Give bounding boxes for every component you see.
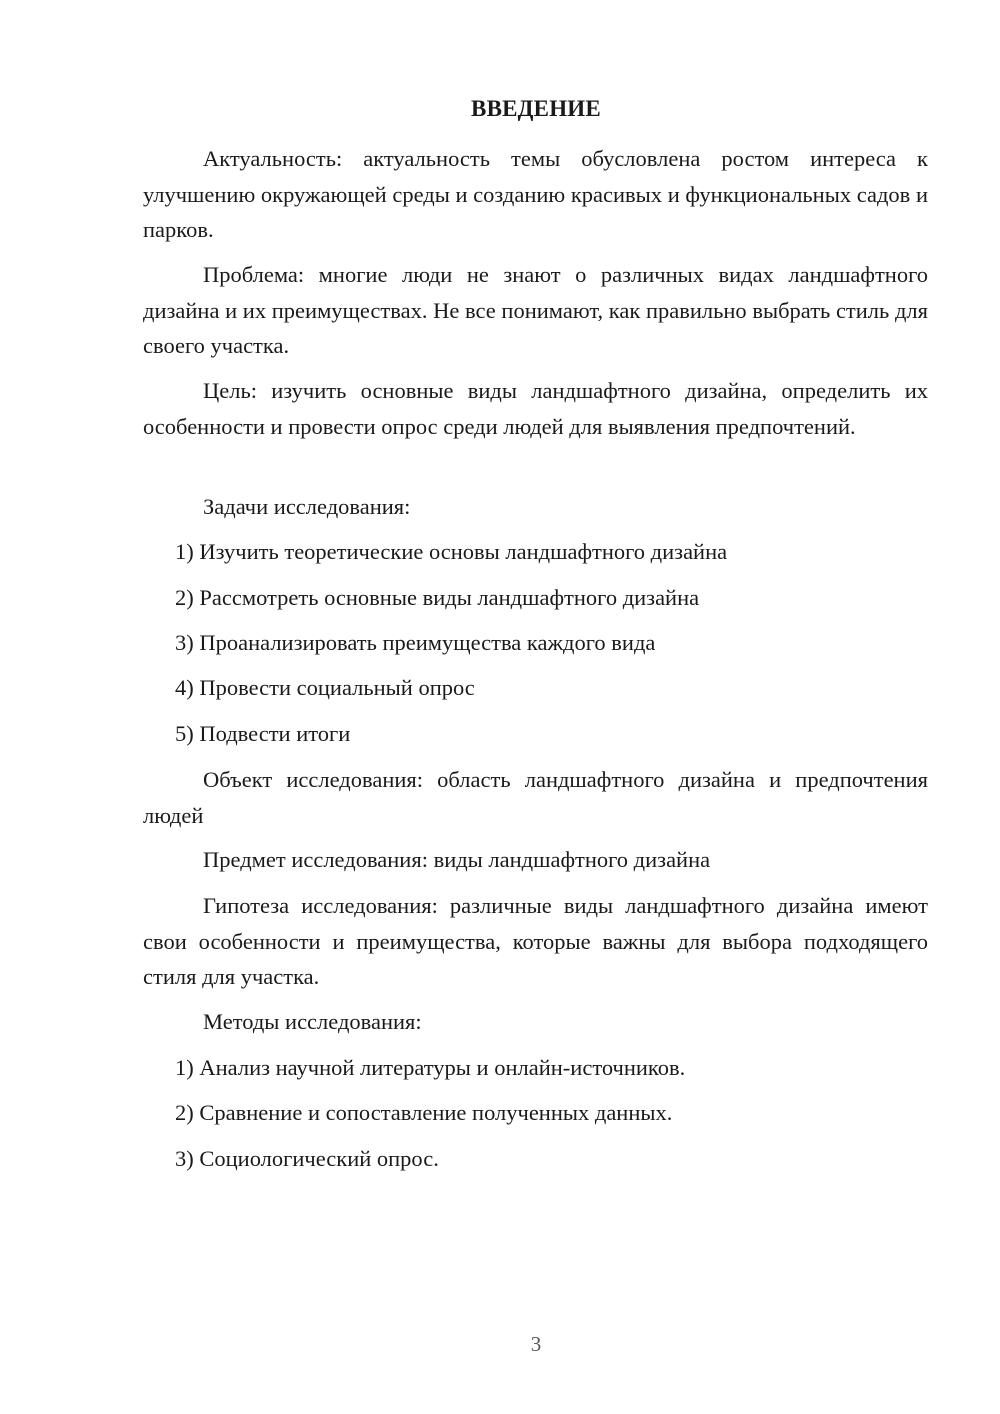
methods-list xyxy=(143,1050,928,1086)
section-object xyxy=(143,762,928,833)
section-goal xyxy=(143,373,928,444)
problem-paragraph: Проблема: многие люди не знают о различных видах ландшафтного дизайна и их преимуществах. Не все понимают, как правильно выбрать стиль для своего участка. xyxy=(143,262,928,358)
section-subject xyxy=(143,842,928,878)
tasks-list xyxy=(143,625,928,661)
tasks-list xyxy=(143,534,928,570)
methods-title-block xyxy=(143,1004,928,1040)
page-number: 3 xyxy=(530,1332,542,1356)
list-item: 2) Сравнение и сопоставление полученных данных. xyxy=(175,1100,673,1125)
tasks-list xyxy=(143,716,928,752)
object-paragraph: Объект исследования: область ландшафтного дизайна и предпочтения людей xyxy=(143,767,928,828)
tasks-title: Задачи исследования: xyxy=(203,494,411,519)
relevance-paragraph: Актуальность: актуальность темы обусловлена ростом интереса к улучшению окружающей среды и созданию красивых и функциональных садов и парков. xyxy=(143,146,928,242)
tasks-title-block xyxy=(143,489,928,525)
page-title: ВВЕДЕНИЕ xyxy=(471,96,601,121)
methods-list xyxy=(143,1095,928,1131)
list-item: 1) Анализ научной литературы и онлайн-источников. xyxy=(175,1055,686,1080)
list-item: 5) Подвести итоги xyxy=(175,721,351,746)
list-item: 2) Рассмотреть основные виды ландшафтного дизайна xyxy=(175,585,700,610)
hypothesis-paragraph: Гипотеза исследования: различные виды ландшафтного дизайна имеют свои особенности и преимущества, которые важны для выбора подходящего стиля для участка. xyxy=(143,893,928,989)
section-problem xyxy=(143,257,928,364)
section-hypothesis xyxy=(143,888,928,995)
list-item: 3) Проанализировать преимущества каждого вида xyxy=(175,630,656,655)
methods-title: Методы исследования: xyxy=(203,1009,422,1034)
goal-paragraph: Цель: изучить основные виды ландшафтного дизайна, определить их особенности и провести опрос среди людей для выявления предпочтений. xyxy=(143,378,928,439)
methods-list xyxy=(143,1141,928,1177)
list-item: 1) Изучить теоретические основы ландшафтного дизайна xyxy=(175,539,728,564)
tasks-list xyxy=(143,580,928,616)
tasks-list xyxy=(143,670,928,706)
subject-paragraph: Предмет исследования: виды ландшафтного дизайна xyxy=(203,847,711,872)
list-item: 4) Провести социальный опрос xyxy=(175,675,475,700)
section-relevance xyxy=(143,141,928,248)
list-item: 3) Социологический опрос. xyxy=(175,1146,439,1171)
